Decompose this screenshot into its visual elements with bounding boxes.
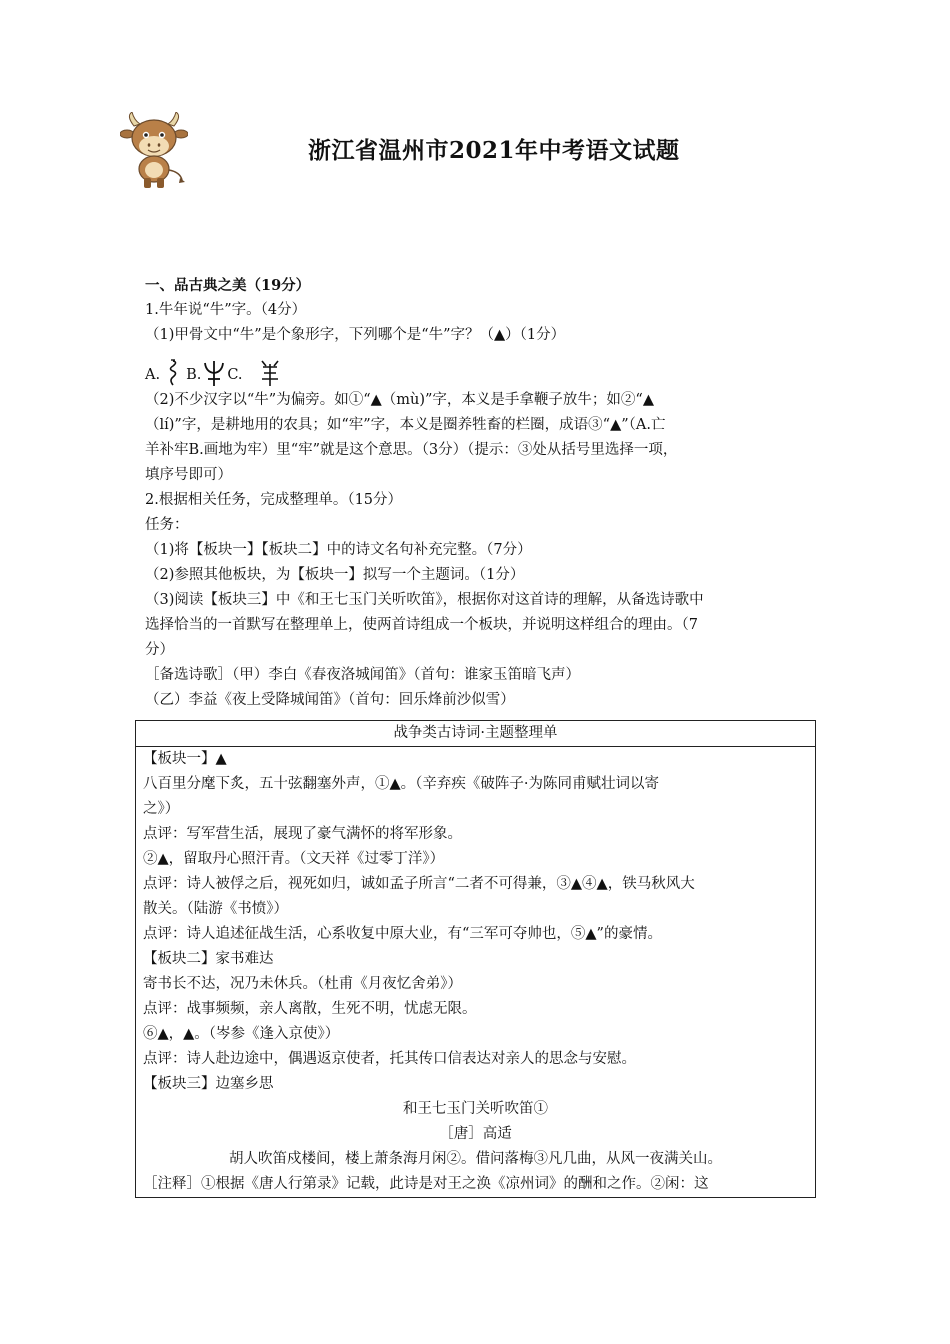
sheet-line: 之》） [143,801,180,817]
sheet-line: 点评：战事频频，亲人离散，生死不明，忧虑无限。 [143,1001,477,1017]
question-1-stem: 1.牛年说“牛”字。（4分） [145,302,307,318]
sheet-body [136,747,816,1198]
question-1-sub2-line: 填序号即可） [145,467,232,483]
backup-poems-line: ［备选诗歌］（甲）李白《春夜洛城闻笛》（首句：谁家玉笛暗飞声） [145,667,580,683]
task-line: （2)参照其他板块，为【板块一】拟写一个主题词。（1分） [145,567,525,583]
sheet-line: 点评：诗人被俘之后，视死如归，诚如孟子所言“二者不可得兼，③▲④▲，铁马秋风大 [143,876,695,892]
question-2-stem: 2.根据相关任务，完成整理单。（15分） [145,492,403,508]
oracle-glyph-b-icon [201,358,227,388]
calf-mascot-icon [120,112,188,190]
sheet-line: 点评：写军营生活，展现了豪气满怀的将军形象。 [143,826,462,842]
question-section [145,273,817,713]
theme-sheet-table [135,720,816,1198]
oracle-options [145,348,817,388]
poem-text: 胡人吹笛戍楼间，楼上萧条海月闲②。借问落梅③凡几曲，从风一夜满关山。 [229,1151,722,1167]
table-row [136,747,816,1198]
sheet-line: 【板块二】家书难达 [143,951,274,967]
poem-author: ［唐］高适 [439,1126,512,1142]
question-1-sub1: （1)甲骨文中“牛”是个象形字，下列哪个是“牛”字？（▲）（1分） [145,327,566,343]
task-label: 任务： [145,517,189,533]
task-line: 选择恰当的一首默写在整理单上，使两首诗组成一个板块，并说明这样组合的理由。（7 [145,617,698,633]
question-1-sub2-line: （2)不少汉字以“牛”为偏旁。如①“▲（mù)”字，本义是手拿鞭子放牛；如②“▲ [145,392,654,408]
question-1-sub2-line: （lí)”字，是耕地用的农具；如“牢”字，本义是圈养牲畜的栏圈，成语③“▲”（A.亡 [145,417,666,433]
section-heading: 一、品古典之美（19分） [145,277,311,294]
poem-title: 和王七玉门关听吹笛① [403,1101,548,1117]
task-line: （1)将【板块一】【板块二】中的诗文名句补充完整。（7分） [145,542,532,558]
sheet-line: 八百里分麾下炙，五十弦翻塞外声，①▲。（辛弃疾《破阵子·为陈同甫赋壮词以寄 [143,776,660,792]
option-b-label: B. [186,367,202,383]
backup-poems-line: （乙）李益《夜上受降城闻笛》（首句：回乐烽前沙似雪） [145,692,515,708]
option-c-label: C. [227,367,243,383]
page-title: 浙江省温州市2021年中考语文试题 [308,137,680,164]
poem-note: ［注释］①根据《唐人行第录》记载，此诗是对王之涣《凉州词》的酬和之作。②闲：这 [143,1176,709,1192]
task-line: 分） [145,642,174,658]
option-a-label: A. [145,367,161,383]
sheet-line: 【板块三】边塞乡思 [143,1076,274,1092]
task-line: （3)阅读【板块三】中《和王七玉门关听吹笛》，根据你对这首诗的理解，从备选诗歌中 [145,592,704,608]
sheet-line: ⑥▲，▲。（岑参《逢入京使》） [143,1026,340,1042]
sheet-line: 【板块一】▲ [143,751,227,767]
sheet-header: 战争类古诗词·主题整理单 [136,721,816,747]
table-row [136,721,816,747]
sheet-line: 点评：诗人赴边途中，偶遇返京使者，托其传口信表达对亲人的思念与安慰。 [143,1051,636,1067]
oracle-glyph-a-icon [160,358,186,388]
sheet-line: 点评：诗人追述征战生活，心系收复中原大业，有“三军可夺帅也，⑤▲”的豪情。 [143,926,662,942]
sheet-line: 寄书长不达，况乃未休兵。（杜甫《月夜忆舍弟》） [143,976,462,992]
oracle-glyph-c-icon [257,358,283,388]
sheet-line: 散关。（陆游《书愤》） [143,901,288,917]
question-1-sub2-line: 羊补牢B.画地为牢）里“牢”就是这个意思。（3分）（提示：③处从括号里选择一项， [145,442,678,458]
sheet-line: ②▲，留取丹心照汗青。（文天祥《过零丁洋》） [143,851,445,867]
